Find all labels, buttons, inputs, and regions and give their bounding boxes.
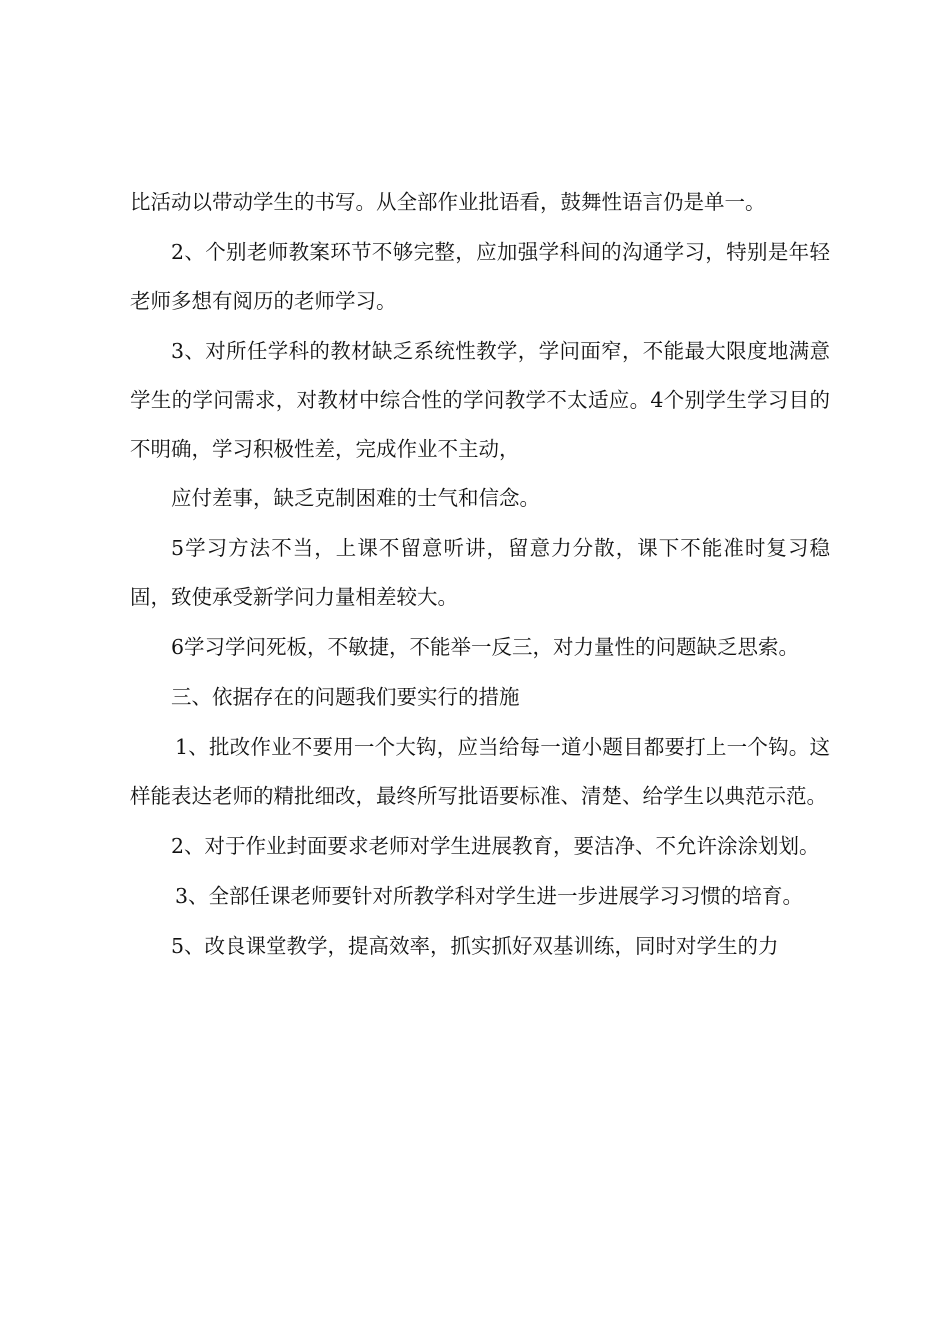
paragraph-item-4-continued: 应付差事，缺乏克制困难的士气和信念。 <box>171 486 540 510</box>
measure-item-2: 2、对于作业封面要求老师对学生进展教育，要洁净、不允许涂涂划划。 <box>171 834 820 858</box>
paragraph-item-6: 6学习学问死板，不敏捷，不能举一反三，对力量性的问题缺乏思索。 <box>171 635 800 659</box>
paragraph-item-3: 3、对所任学科的教材缺乏系统性教学，学问面窄，不能最大限度地满意学生的学问需求，对教材中综合性的学问教学不太适应。4个别学生学习目的不明确，学习积极性差，完成作业不主动， <box>130 339 830 461</box>
section-heading-measures: 三、依据存在的问题我们要实行的措施 <box>171 685 520 709</box>
paragraph-continuation: 比活动以带动学生的书写。从全部作业批语看，鼓舞性语言仍是单一。 <box>130 190 766 214</box>
paragraph-item-5: 5学习方法不当，上课不留意听讲，留意力分散，课下不能准时复习稳固，致使承受新学问力量相差较大。 <box>130 536 830 609</box>
measure-item-1: 1、批改作业不要用一个大钩，应当给每一道小题目都要打上一个钩。这样能表达老师的精批细改，最终所写批语要标准、清楚、给学生以典范示范。 <box>130 735 830 808</box>
paragraph-item-2: 2、个别老师教案环节不够完整，应加强学科间的沟通学习，特别是年轻老师多想有阅历的老师学习。 <box>130 240 830 313</box>
measure-item-3: 3、全部任课老师要针对所教学科对学生进一步进展学习习惯的培育。 <box>175 884 804 908</box>
measure-item-5: 5、改良课堂教学，提高效率，抓实抓好双基训练，同时对学生的力 <box>171 934 779 958</box>
document-body <box>130 178 830 971</box>
